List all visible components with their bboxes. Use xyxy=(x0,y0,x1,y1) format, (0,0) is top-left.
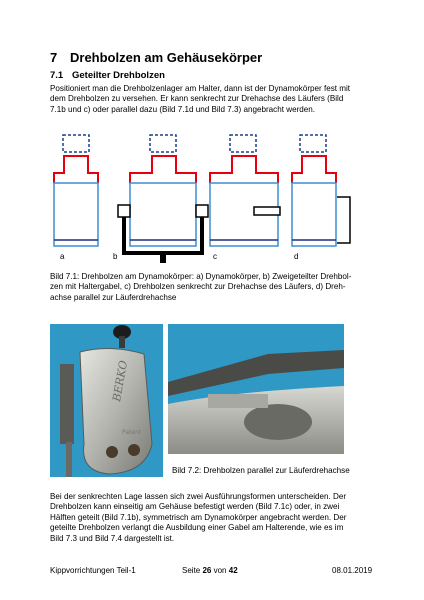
caption-line: achse parallel zur Läuferdrehachse xyxy=(50,292,177,302)
section-number: 7.1 xyxy=(50,70,64,81)
figure-label-b: b xyxy=(113,252,118,261)
section-heading xyxy=(50,70,165,81)
figure-label-c: c xyxy=(213,252,217,261)
chapter-title: Drehbolzen am Gehäusekörper xyxy=(70,50,263,65)
footer-page-number xyxy=(182,566,238,575)
photo-dynamo-berko xyxy=(50,324,163,477)
intro-paragraph xyxy=(50,84,376,115)
caption-line: zen mit Haltergabel, c) Drehbolzen senkrecht zur Drehachse des Läufers, d) Dreh- xyxy=(50,282,346,292)
diagram-b-split-bolt-fork xyxy=(118,135,208,263)
chapter-number: 7 xyxy=(50,50,58,65)
figure-label-d: d xyxy=(294,252,299,261)
diagram-a-dynamo-body xyxy=(54,135,98,246)
text-line: Hälften geteilt (Bild 7.1b), symmetrisch am Dynamokörper angebracht werden. Der xyxy=(50,512,347,522)
footer-page-current: 26 xyxy=(202,566,212,575)
text-line: dem Drehbolzen zu versehen. Er kann senkrecht zur Drehachse des Läufers (Bild xyxy=(50,94,344,104)
photo-brand-text: BERKO xyxy=(110,359,131,403)
photo-patent-text: Patent xyxy=(122,429,142,436)
caption-line: Bild 7.1: Drehbolzen am Dynamokörper: a) Dynamokörper, b) Zweigeteilter Drehbol- xyxy=(50,272,352,281)
figure-label-a: a xyxy=(60,252,65,261)
figure-7-1-diagram xyxy=(40,125,380,265)
text-line: 7.1b und c) oder parallel dazu (Bild 7.1d und Bild 7.3) angebracht werden. xyxy=(50,104,316,114)
text-line: Bei der senkrechten Lage lassen sich zwei Ausführungsformen unterscheiden. Der xyxy=(50,492,347,501)
text-line: Drehbolzen kann einseitig am Gehäuse befestigt werden (Bild 7.1c) oder, in zwei xyxy=(50,502,340,512)
footer-page-prefix: Seite xyxy=(182,566,201,575)
figure-7-2-caption: Bild 7.2: Drehbolzen parallel zur Läuferdrehachse xyxy=(172,466,350,475)
footer-left: Kippvorrichtungen Teil-1 xyxy=(50,566,136,575)
text-line: geteilte Drehbolzen verlangt die Ausbildung einer Gabel am Halterende, wie es im xyxy=(50,523,344,533)
section-title: Geteilter Drehbolzen xyxy=(72,70,165,81)
footer-page-total: 42 xyxy=(228,566,238,575)
text-line: Bild 7.3 und Bild 7.4 dargestellt ist. xyxy=(50,533,175,543)
footer-page-mid: von xyxy=(213,566,227,575)
footer-date: 08.01.2019 xyxy=(332,566,373,575)
diagram-c-perpendicular-bolt xyxy=(210,135,280,246)
text-line: Positioniert man die Drehbolzenlager am Halter, dann ist der Dynamokörper fest mit xyxy=(50,84,351,93)
photo-parallel-bolt xyxy=(168,324,344,454)
chapter-heading xyxy=(50,50,262,65)
closing-paragraph xyxy=(50,492,376,544)
diagram-d-parallel-bolt xyxy=(292,135,350,246)
figure-7-1-caption xyxy=(50,272,380,303)
